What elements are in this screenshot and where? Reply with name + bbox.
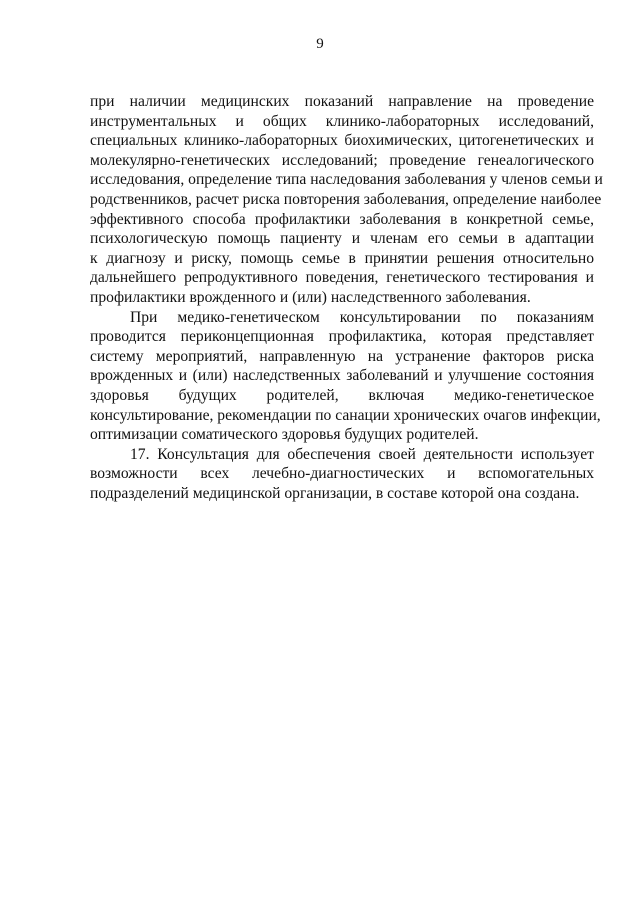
page-number: 9: [316, 36, 324, 52]
paragraph-3: [90, 445, 594, 504]
text-line: консультирование, рекомендации по санации хронических очагов инфекции,: [90, 406, 601, 424]
text-line: оптимизации соматического здоровья будущих родителей.: [90, 426, 479, 444]
text-line: возможности всех лечебно-диагностических и вспомогательных: [90, 465, 594, 483]
text-line: инструментальных и общих клинико-лабораторных исследований,: [90, 112, 594, 130]
text-line: к диагнозу и риску, помощь семье в принятии решения относительно: [90, 249, 594, 267]
text-line: При медико-генетическом консультировании по показаниям: [130, 308, 594, 326]
text-line: психологическую помощь пациенту и членам его семьи в адаптации: [90, 230, 594, 248]
text-line: молекулярно-генетических исследований; проведение генеалогического: [90, 151, 594, 169]
paragraph-2: [90, 308, 601, 445]
document-body: [90, 92, 603, 503]
text-line: исследования, определение типа наследования заболевания у членов семьи и: [90, 171, 603, 189]
text-line: 17. Консультация для обеспечения своей деятельности использует: [130, 445, 594, 463]
text-line: дальнейшего репродуктивного поведения, генетического тестирования и: [90, 269, 594, 287]
text-line: врожденных и (или) наследственных заболеваний и улучшение состояния: [90, 367, 594, 385]
text-line: систему мероприятий, направленную на устранение факторов риска: [90, 347, 594, 365]
paragraph-1: [90, 92, 603, 308]
text-line: здоровья будущих родителей, включая медико-генетическое: [90, 386, 594, 404]
text-line: профилактики врожденного и (или) наследственного заболевания.: [90, 288, 531, 306]
text-line: родственников, расчет риска повторения заболевания, определение наиболее: [90, 190, 602, 208]
text-line: при наличии медицинских показаний направление на проведение: [90, 93, 594, 110]
text-line: проводится периконцепционная профилактика, которая представляет: [90, 328, 594, 346]
text-line: эффективного способа профилактики заболевания в конкретной семье,: [90, 210, 594, 228]
text-line: специальных клинико-лабораторных биохимических, цитогенетических и: [90, 132, 594, 150]
text-line: подразделений медицинской организации, в составе которой она создана.: [90, 484, 580, 502]
